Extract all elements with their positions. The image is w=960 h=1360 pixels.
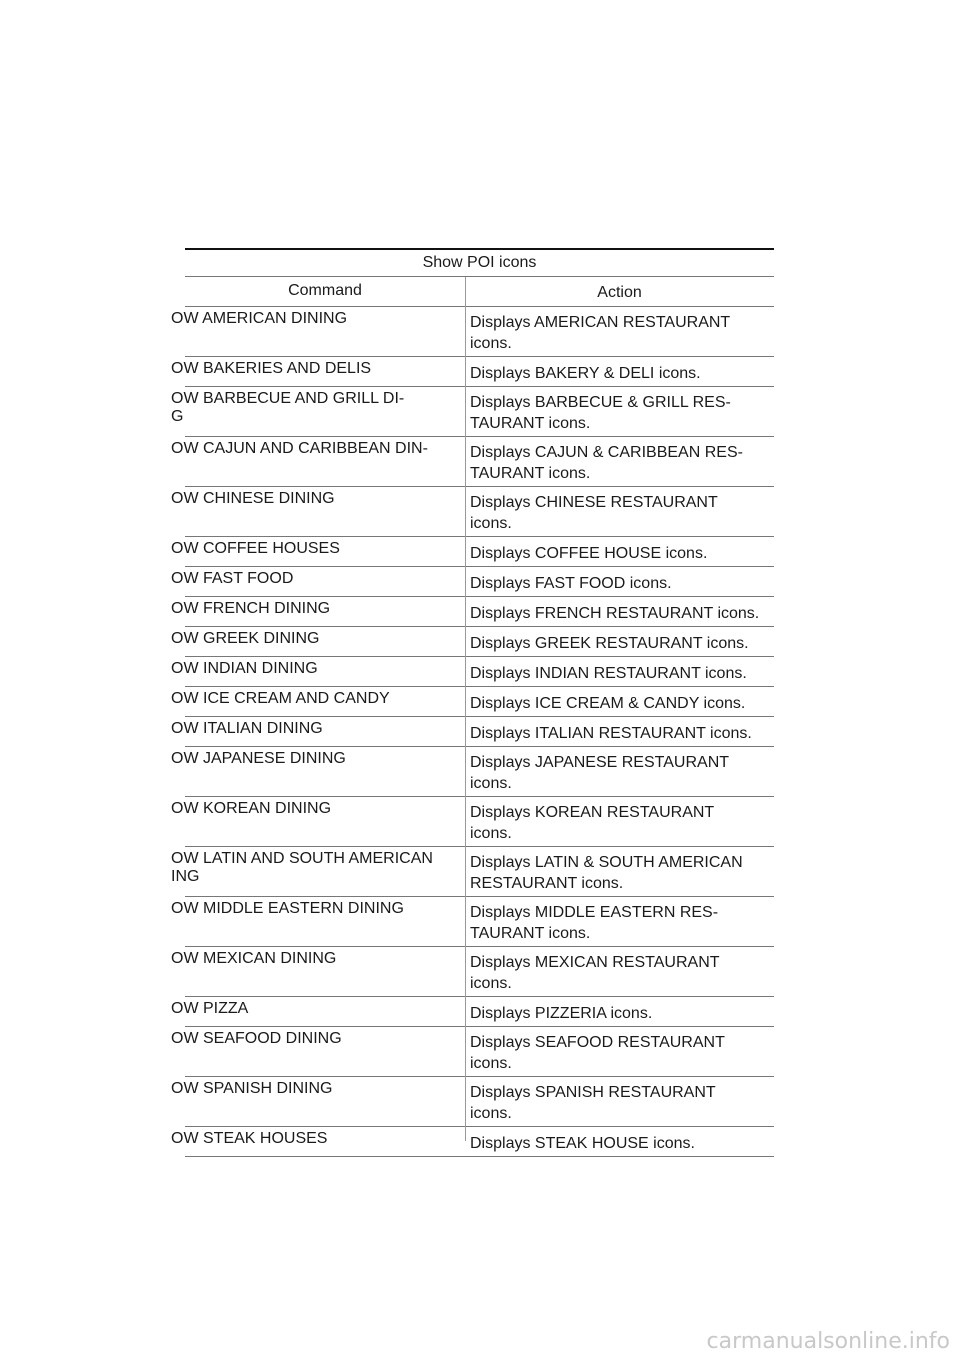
table-row (171, 1127, 774, 1157)
table-row (171, 747, 774, 797)
table-caption: Show POI icons (422, 254, 537, 271)
command-cell: OW STEAK HOUSES (171, 1130, 328, 1147)
table-row (171, 307, 774, 357)
action-cell: Displays KOREAN RESTAURANT icons. (470, 804, 715, 842)
table-row (171, 627, 774, 657)
table-row (171, 897, 774, 947)
table-row (171, 357, 774, 387)
table-row (171, 687, 774, 717)
action-cell: Displays GREEK RESTAURANT icons. (470, 635, 749, 652)
action-cell: Displays BAKERY & DELI icons. (470, 365, 701, 382)
command-cell: OW SEAFOOD DINING (171, 1030, 342, 1047)
table-row (171, 717, 774, 747)
command-cell: OW CAJUN AND CARIBBEAN DIN- (171, 440, 428, 457)
table-row (171, 387, 774, 437)
command-cell: OW MIDDLE EASTERN DINING (171, 900, 404, 917)
action-cell: Displays SPANISH RESTAURANT icons. (470, 1084, 716, 1122)
command-cell: OW FAST FOOD (171, 570, 294, 587)
table-row (171, 1027, 774, 1077)
table-header-row (185, 277, 774, 306)
table-row (171, 797, 774, 847)
command-cell: OW PIZZA (171, 1000, 249, 1017)
table-top-rule (185, 248, 774, 250)
header-command: Command (288, 282, 362, 299)
command-cell: OW ICE CREAM AND CANDY (171, 690, 390, 707)
command-cell: OW GREEK DINING (171, 630, 320, 647)
table-row (171, 567, 774, 597)
header-action: Action (597, 284, 642, 301)
command-cell: OW COFFEE HOUSES (171, 540, 340, 557)
table-row (171, 537, 774, 567)
table-row (171, 657, 774, 687)
command-cell: OW BAKERIES AND DELIS (171, 360, 372, 377)
action-cell: Displays SEAFOOD RESTAURANT icons. (470, 1034, 725, 1072)
action-cell: Displays CHINESE RESTAURANT icons. (470, 494, 718, 532)
table-body (171, 307, 774, 1157)
column-divider (465, 277, 466, 1141)
action-cell: Displays LATIN & SOUTH AMERICAN RESTAURANT icons. (470, 854, 743, 892)
action-cell: Displays CAJUN & CARIBBEAN RES- TAURANT icons. (470, 444, 743, 482)
poi-icons-table (171, 248, 774, 1152)
action-cell: Displays FAST FOOD icons. (470, 575, 672, 592)
command-cell: OW KOREAN DINING (171, 800, 332, 817)
action-cell: Displays FRENCH RESTAURANT icons. (470, 605, 760, 622)
command-cell: OW JAPANESE DINING (171, 750, 346, 767)
command-cell: OW ITALIAN DINING (171, 720, 323, 737)
command-cell: OW INDIAN DINING (171, 660, 318, 677)
action-cell: Displays STEAK HOUSE icons. (470, 1135, 695, 1152)
table-row (171, 997, 774, 1027)
command-cell: OW LATIN AND SOUTH AMERICAN ING (171, 850, 433, 885)
command-cell: OW MEXICAN DINING (171, 950, 337, 967)
action-cell: Displays PIZZERIA icons. (470, 1005, 653, 1022)
action-cell: Displays INDIAN RESTAURANT icons. (470, 665, 747, 682)
action-cell: Displays BARBECUE & GRILL RES- TAURANT icons. (470, 394, 731, 432)
table-row (171, 487, 774, 537)
action-cell: Displays MEXICAN RESTAURANT icons. (470, 954, 720, 992)
table-row (171, 1077, 774, 1127)
action-cell: Displays JAPANESE RESTAURANT icons. (470, 754, 730, 792)
table-row (171, 597, 774, 627)
command-cell: OW AMERICAN DINING (171, 310, 348, 327)
command-cell: OW FRENCH DINING (171, 600, 331, 617)
watermark: carmanualsonline.info (706, 1329, 950, 1354)
command-cell: OW SPANISH DINING (171, 1080, 333, 1097)
command-cell: OW CHINESE DINING (171, 490, 335, 507)
table-row (171, 437, 774, 487)
action-cell: Displays ITALIAN RESTAURANT icons. (470, 725, 752, 742)
table-row (171, 847, 774, 897)
action-cell: Displays MIDDLE EASTERN RES- TAURANT icons. (470, 904, 719, 942)
table-row (171, 947, 774, 997)
action-cell: Displays ICE CREAM & CANDY icons. (470, 695, 746, 712)
action-cell: Displays COFFEE HOUSE icons. (470, 545, 708, 562)
command-cell: OW BARBECUE AND GRILL DI- G (171, 390, 405, 425)
action-cell: Displays AMERICAN RESTAURANT icons. (470, 314, 731, 352)
